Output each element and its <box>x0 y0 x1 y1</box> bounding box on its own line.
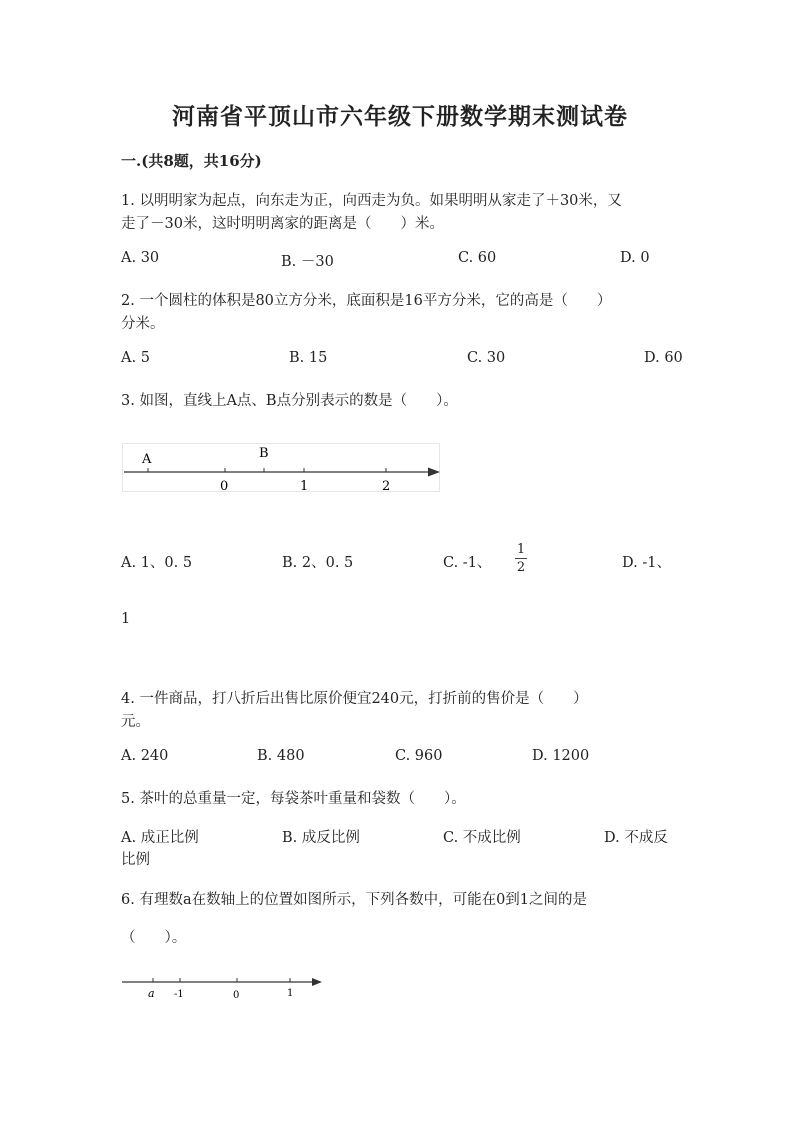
question-text-line1: 2. 一个圆柱的体积是80立方分米，底面积是16平方分米，它的高是（ ） <box>121 293 612 309</box>
question-text-line1: 1. 以明明家为起点，向东走为正，向西走为负。如果明明从家走了＋30米，又 <box>121 193 622 209</box>
tick-label-0: 0 <box>220 479 229 493</box>
option-c[interactable]: C. -1、 <box>443 555 492 571</box>
option-c[interactable]: C. 960 <box>395 748 443 764</box>
option-b[interactable]: B. 15 <box>289 350 328 366</box>
option-a[interactable]: A. 成正比例 <box>121 830 199 846</box>
tick-label-1: 1 <box>300 479 309 493</box>
question-text-line2: （ ）。 <box>121 930 187 946</box>
option-a[interactable]: A. 30 <box>121 250 160 266</box>
fraction-bar <box>515 558 527 559</box>
option-b[interactable]: B. 2、0. 5 <box>282 555 354 571</box>
option-b[interactable]: B. －30 <box>281 254 334 270</box>
option-c[interactable]: C. 60 <box>458 250 497 266</box>
point-b-label: B <box>259 446 269 461</box>
question-text-line1: 6. 有理数a在数轴上的位置如图所示，下列各数中，可能在0到1之间的是 <box>121 892 588 908</box>
arrow-head-icon <box>312 978 322 986</box>
label-0: 0 <box>233 990 240 1001</box>
page-title: 河南省平顶山市六年级下册数学期末测试卷 <box>172 103 628 130</box>
option-b[interactable]: B. 成反比例 <box>282 830 360 846</box>
label-minus-1: -1 <box>174 989 184 1000</box>
option-c[interactable]: C. 30 <box>467 350 506 366</box>
question-text-line2: 走了－30米，这时明明离家的距离是（ ）米。 <box>121 216 444 232</box>
question-text-line2: 元。 <box>121 714 150 730</box>
question-text-line1: 4. 一件商品，打八折后出售比原价便宜240元，打折前的售价是（ ） <box>121 691 588 707</box>
tick-label-2: 2 <box>382 479 391 493</box>
section-heading: 一.(共8题，共16分) <box>121 152 262 170</box>
option-d[interactable]: D. 1200 <box>532 748 590 764</box>
option-d-continued: 比例 <box>121 852 150 868</box>
question-text-line2: 分米。 <box>121 316 165 332</box>
option-a[interactable]: A. 240 <box>121 748 169 764</box>
number-line-figure-2 <box>120 972 325 1002</box>
fraction-numerator: 1 <box>516 542 526 557</box>
fraction-denominator: 2 <box>516 560 526 575</box>
question-text-line1: 5. 茶叶的总重量一定，每袋茶叶重量和袋数（ ）。 <box>121 791 466 807</box>
figure-frame <box>123 444 440 492</box>
option-d[interactable]: D. 不成反 <box>604 830 668 846</box>
option-c-fraction <box>515 542 527 575</box>
option-a[interactable]: A. 5 <box>121 350 150 366</box>
number-line-figure <box>122 443 442 493</box>
option-b[interactable]: B. 480 <box>257 748 305 764</box>
label-a: a <box>148 987 155 1000</box>
point-a-label: A <box>142 452 152 467</box>
option-d-continued: 1 <box>121 611 131 627</box>
option-a[interactable]: A. 1、0. 5 <box>121 555 193 571</box>
option-c[interactable]: C. 不成比例 <box>443 830 521 846</box>
option-d[interactable]: D. -1、 <box>622 555 671 571</box>
option-d[interactable]: D. 60 <box>644 350 683 366</box>
question-text-line1: 3. 如图，直线上A点、B点分别表示的数是（ ）。 <box>121 393 458 409</box>
option-d[interactable]: D. 0 <box>620 250 650 266</box>
label-1: 1 <box>287 988 294 999</box>
